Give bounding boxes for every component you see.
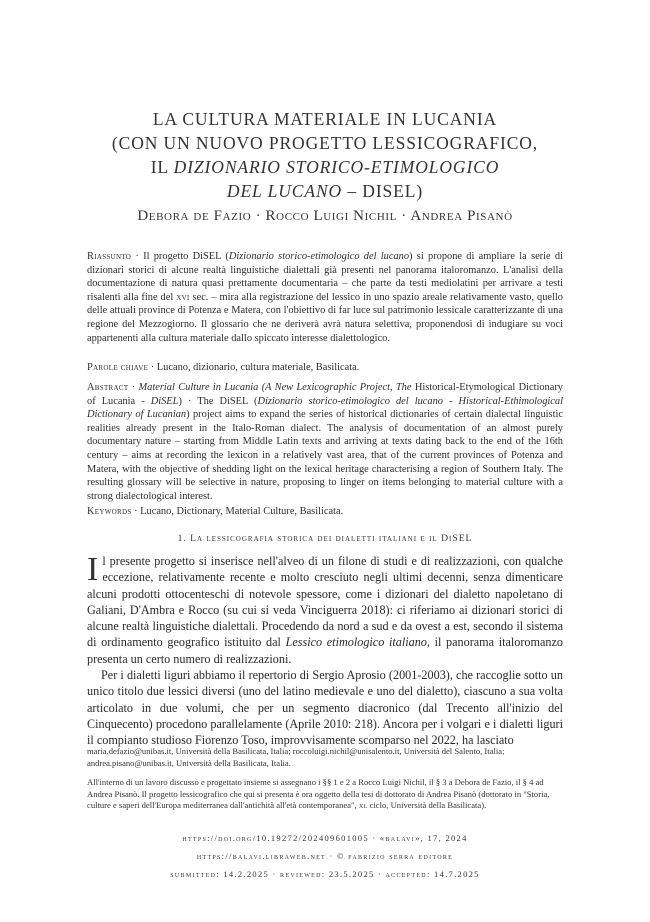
riassunto-text-2: sec. – mira alla registrazione del lessico in uno spazio areale relativamente vasto, quello delle attuali province di Potenza e Matera, con l'obiettivo di far luce sul patrimonio lessicale caratterizzante di una regione del Mezzogiorno. Il glossario che ne deriverà avrà natura selettiva, proponendosi di indugiare su voci appartenenti alla cultura materiale dallo spiccato interesse dialettologico. (87, 291, 563, 344)
riassunto-sep: · Il progetto DiSEL ( (131, 251, 229, 262)
title-line-2: (CON UN NUOVO PROGETTO LESSICOGRAFICO, (111, 133, 539, 153)
title-line-3-italic: DIZIONARIO STORICO-ETIMOLOGICO (173, 157, 500, 177)
footnote-emails: maria.defazio@unibas.it, Università della Basilicata, Italia; roccoluigi.nichil@unisalento.it, Università del Salento, Italia; andrea.pisano@unibas.it, Università della Basilicata, Italia. (87, 746, 505, 768)
authors: Debora de Fazio · Rocco Luigi Nichil · Andrea Pisanò (137, 208, 513, 224)
parole-chiave-label: Parole chiave (87, 362, 149, 373)
dates-line: submitted: 14.2.2025 · reviewed: 23.5.2025 · accepted: 14.7.2025 (170, 869, 480, 879)
title-line-4 (60, 179, 590, 203)
body-paragraph-1 (87, 553, 563, 667)
abstract-paragraph (87, 381, 563, 503)
abstract-label: Abstract (87, 382, 129, 393)
title-line-4-italic: DEL LUCANO (226, 181, 343, 201)
abstract-title-roman: Historical-Etymological Dictionary of Lucania - (87, 382, 563, 407)
abstract-text-1: ) · The DiSEL ( (178, 395, 258, 407)
abstract-dictionary-title: Dizionario storico-etimologico del lucano - Historical-Ethimological Dictionary of Lucanian (87, 395, 564, 421)
drop-cap: I (87, 551, 99, 588)
abstract-sep: · (128, 382, 139, 393)
title-line-1: LA CULTURA MATERIALE IN LUCANIA (152, 109, 498, 129)
footnote-cycle: xl (358, 800, 368, 810)
parole-chiave-paragraph (87, 361, 563, 375)
riassunto-paragraph (87, 250, 563, 345)
article-title (60, 107, 590, 203)
parole-chiave-text: · Lucano, dizionario, cultura materiale, Basilicata. (148, 362, 360, 373)
body-p1-b: , il panorama italoromanzo presenta un certo numero di realizzazioni. (87, 635, 563, 666)
section-heading: 1. La lessicografia storica dei dialetti italiani e il DiSEL (177, 533, 473, 544)
body-p1-a: l presente progetto si inserisce nell'alveo di un filone di studi e di realizzazioni, con qualche eccezione, relativamente recente e molto cresciuto negli ultimi decenni, senza dimenticare alcuni prodotti ottocenteschi di notevole spessore, come i dizionari del dialetto napoletano di Galiani, D'Ambra e Rocco (su cui si veda Vinciguerra 2018): ci riferiamo ai dizionari storici di alcune realtà linguistiche dialettali. Procedendo da nord a sud e da ovest a est, secondo il sistema di ordinamento geografico istituito dal (87, 554, 563, 650)
footnote-note-b: ciclo, Università della Basilicata). (367, 800, 487, 810)
title-line-3 (60, 155, 590, 179)
website-line: https://balavi.libraweb.net · © fabrizio serra editore (196, 851, 454, 861)
footnote-contributions (87, 777, 563, 812)
body-p1-italic: Lessico etimologico italiano (285, 635, 427, 650)
body-text (87, 553, 563, 749)
keywords-label: Keywords (87, 506, 132, 517)
abstract-title-italic: Material Culture in Lucania (A New Lexicographic Project, The (138, 382, 412, 393)
riassunto-label: Riassunto (87, 251, 132, 262)
riassunto-text: ) si propone di ampliare la serie di dizionari storici di alcune realtà linguistiche dialettali già presenti nel panorama italoromanzo. L'analisi della documentazione di natura quasi prettamente documentaria – che parte da testi mediolatini per arrivare a testi risalenti alla fine del (87, 251, 563, 303)
abstract-text-2: ) project aims to expand the series of historical dictionaries of certain dialectal linguistic realities already present in the Italo-Roman dialect. The analysis of documentation of an almost purely documentary nature – starting from Middle Latin texts and arriving at texts dating back to the end of the 16th century – aims at recording the lexicon in a relatively vast area, that of the current provinces of Potenza and Matera, with the objective of shedding light on the lexical heritage characterising a region of Southern Italy. The resulting glossary will be selective in nature, proposing to linger on items belonging to material culture with a strong dialectological interest. (87, 409, 563, 502)
title-line-3-prefix: IL (150, 157, 174, 177)
riassunto-title: Dizionario storico-etimologico del lucano (228, 251, 410, 262)
keywords-paragraph (87, 505, 563, 519)
keywords-text: · Lucano, Dictionary, Material Culture, Basilicata. (131, 506, 344, 517)
body-paragraph-2: Per i dialetti liguri abbiamo il repertorio di Sergio Aprosio (2001-2003), che raccoglie sotto un unico titolo due lessici diversi (uno del latino medievale e uno del dialetto), ciascuno a sua volta articolato in due volumi, che per un segmento diacronico (dal Trecento all'inizio del Cinquecento) procedono parallelamente (Aprile 2010: 218). Ancora per i volgari e i dialetti liguri il compianto studioso Fiorenzo Toso, improvvisamente scomparso nel 2022, ha lasciato (87, 668, 563, 748)
title-line-4-suffix: – DISEL) (342, 181, 424, 201)
abstract-disel: DiSEL (150, 395, 179, 407)
footnote-note-a: All'interno di un lavoro discusso e progettato insieme si assegnano i §§ 1 e 2 a Rocco Luigi Nichil, il § 3 a Debora de Fazio, il § 4 ad Andrea Pisanò. Il progetto lessicografico che qui si presenta è ora oggetto della tesi di dottorato di Andrea Pisanò (dottorato in "Storia, culture e saperi dell'Europa mediterranea dall'antichità all'età contemporanea", (87, 777, 550, 810)
doi-line: https://doi.org/10.19272/202409601005 · «balavi», 17, 2024 (182, 833, 468, 843)
riassunto-century: xvi (176, 291, 190, 303)
